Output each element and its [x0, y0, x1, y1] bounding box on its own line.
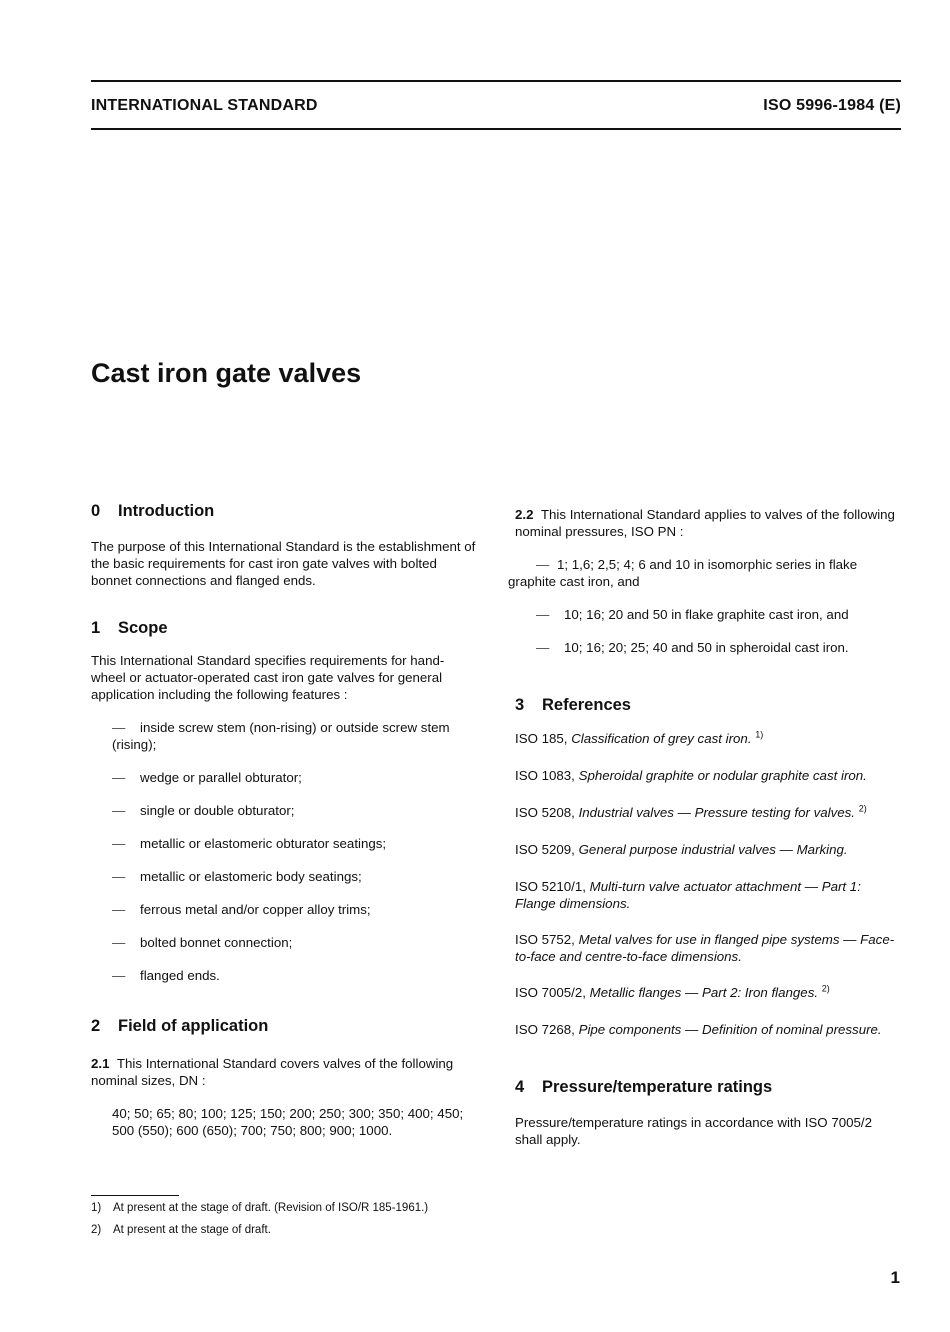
header-bottom-rule — [91, 128, 901, 130]
header-top-rule — [91, 80, 901, 82]
reference-item: ISO 7268, Pipe components — Definition of nominal pressure. — [515, 1022, 882, 1037]
feature-list — [91, 719, 478, 984]
section-heading-pressure-temperature-ratings: 4 Pressure/temperature ratings — [515, 1078, 773, 1096]
list-item: — ferrous metal and/or copper alloy trims; — [91, 901, 478, 918]
header-label: INTERNATIONAL STANDARD — [91, 97, 318, 114]
document-title: Cast iron gate valves — [91, 358, 362, 388]
section-heading-scope: 1 Scope — [91, 619, 168, 637]
clause-2-2-text: 2.2 This International Standard applies to valves of the following nominal pressures, ISO PN : — [515, 507, 895, 539]
list-item: — wedge or parallel obturator; — [91, 769, 478, 786]
list-item: — inside screw stem (non-rising) or outside screw stem (rising); — [91, 719, 478, 753]
section-heading-introduction: 0 Introduction — [91, 502, 215, 520]
nominal-sizes: 40; 50; 65; 80; 100; 125; 150; 200; 250; 300; 350; 400; 450; 500 (550); 600 (650); 700; 750; 800; 900; 1000. — [112, 1106, 464, 1138]
list-item: — 1; 1,6; 2,5; 4; 6 and 10 in isomorphic series in flake graphite cast iron, and — [515, 556, 901, 590]
list-item: — single or double obturator; — [91, 802, 478, 819]
reference-item: ISO 7005/2, Metallic flanges — Part 2: Iron flanges. $^{2)}$ — [515, 983, 830, 1000]
list-item: — flanged ends. — [91, 967, 478, 984]
ratings-text: Pressure/temperature ratings in accordance with ISO 7005/2 shall apply. — [515, 1115, 872, 1147]
list-item: — 10; 16; 20; 25; 40 and 50 in spheroidal cast iron. — [515, 639, 901, 656]
footnote: 1) At present at the stage of draft. (Revision of ISO/R 185-1961.) — [91, 1202, 429, 1214]
section-heading-field-of-application: 2 Field of application — [91, 1017, 269, 1035]
scope-text: This International Standard specifies requirements for hand-wheel or actuator-operated cast iron gate valves for general application including the following features : — [91, 653, 445, 702]
reference-item: ISO 1083, Spheroidal graphite or nodular graphite cast iron. — [515, 768, 867, 783]
introduction-text: The purpose of this International Standard is the establishment of the basic requirements for cast iron gate valves with bolted bonnet connections and flanged ends. — [91, 539, 476, 588]
left-column — [91, 500, 478, 1139]
page-number: 1 — [890, 1268, 900, 1287]
reference-item: ISO 5208, Industrial valves — Pressure testing for valves. $^{2)}$ — [515, 803, 867, 820]
section-heading-references: 3 References — [515, 696, 631, 714]
clause-2-1-text: 2.1 This International Standard covers valves of the following nominal sizes, DN : — [91, 1056, 454, 1088]
list-item: — metallic or elastomeric body seatings; — [91, 868, 478, 885]
reference-item: ISO 5210/1, Multi-turn valve actuator attachment — Part 1: Flange dimensions. — [515, 879, 861, 911]
reference-item: ISO 185, Classification of grey cast iron. $^{1)}$ — [515, 729, 764, 746]
list-item: — metallic or elastomeric obturator seatings; — [91, 835, 478, 852]
reference-item: ISO 5752, Metal valves for use in flanged pipe systems — Face-to-face and centre-to-face dimensions. — [515, 932, 895, 964]
footnote: 2) At present at the stage of draft. — [91, 1224, 271, 1236]
list-item: — 10; 16; 20 and 50 in flake graphite cast iron, and — [515, 606, 901, 623]
reference-list — [515, 730, 901, 1038]
footnote-rule — [91, 1195, 179, 1196]
right-column — [508, 500, 901, 1148]
list-item: — bolted bonnet connection; — [91, 934, 478, 951]
pressure-list — [508, 556, 901, 656]
standard-number: ISO 5996-1984 (E) — [763, 97, 901, 114]
reference-item: ISO 5209, General purpose industrial valves — Marking. — [515, 842, 848, 857]
